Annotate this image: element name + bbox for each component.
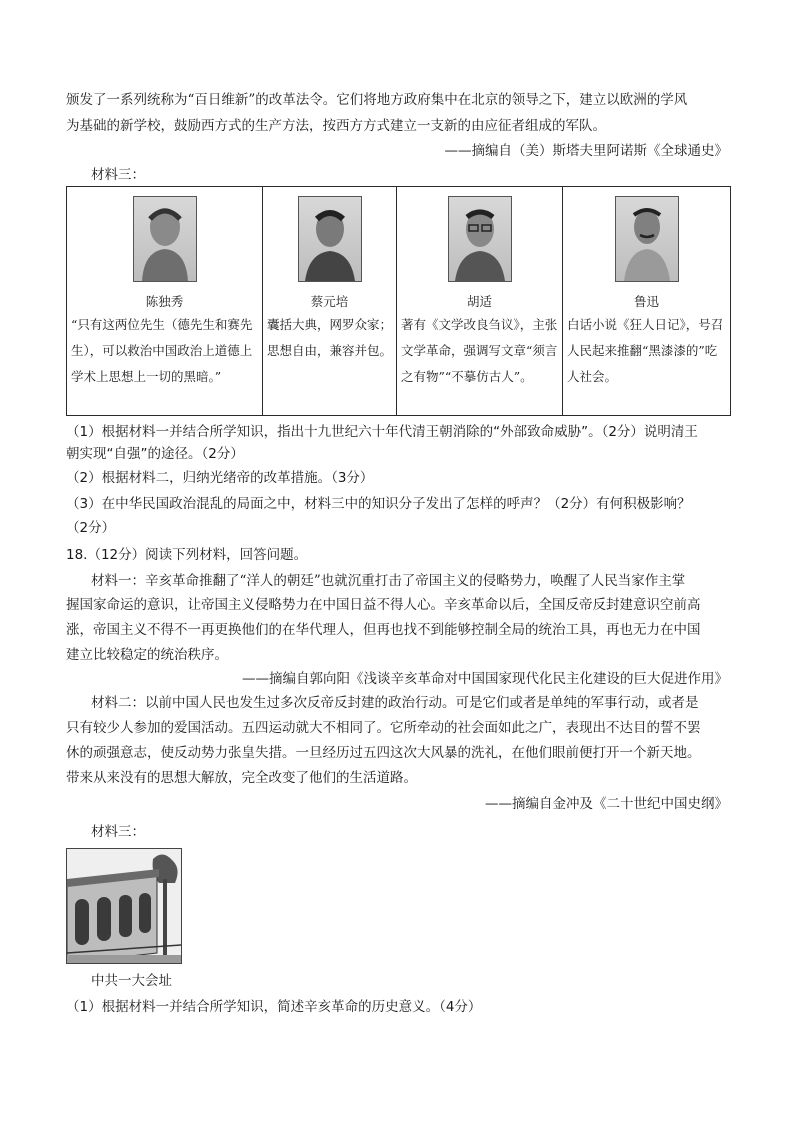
- person-name: 鲁迅: [633, 294, 659, 309]
- source-citation-1: ——摘编自（美）斯塔夫里阿诺斯《全球通史》: [444, 143, 728, 159]
- person-name: 陈独秀: [145, 294, 184, 309]
- question-17-1-line-2: 朝实现“自强”的途径。（2分）: [66, 446, 244, 462]
- q18-material-3-label: 材料三：: [91, 824, 145, 840]
- q18-material-2-line-4: 带来从来没有的思想大解放，完全改变了他们的生活道路。: [66, 770, 417, 786]
- person-description: 囊括大典，网罗众家；思想自由，兼容并包。: [267, 317, 393, 358]
- question-18-header: 18.（12分）阅读下列材料，回答问题。: [66, 547, 308, 563]
- person-description: 白话小说《狂人日记》，号召人民起来推翻“黑漆漆的”吃人社会。: [567, 317, 724, 384]
- question-18-1: （1）根据材料一并结合所学知识，简述辛亥革命的历史意义。（4分）: [66, 999, 482, 1015]
- q18-material-1-line-4: 建立比较稳定的统治秩序。: [66, 647, 228, 663]
- material-3-label: 材料三：: [91, 167, 145, 183]
- question-17-2: （2）根据材料二，归纳光绪帝的改革措施。（3分）: [66, 470, 374, 486]
- person-cell-cai-yuanpei: [263, 187, 397, 416]
- q18-material-2-line-2: 只有较少人参加的爱国活动。五四运动就大不相同了。它所牵动的社会面如此之广，表现出不达目的誓不罢: [66, 720, 701, 736]
- person-cell-chen-duxiu: [67, 187, 263, 416]
- source-citation-2: ——摘编自郭向阳《浅谈辛亥革命对中国国家现代化民主化建设的巨大促进作用》: [242, 671, 728, 687]
- portrait-photo-cai-yuanpei: [298, 196, 362, 282]
- person-cell-hu-shi: [397, 187, 563, 416]
- source-citation-3: ——摘编自金冲及《二十世纪中国史纲》: [485, 796, 728, 812]
- q18-material-2-line-3: 休的顽强意志，使反动势力张皇失措。一旦经历过五四这次大风暴的洗礼，在他们眼前便打开一个新天地。: [66, 745, 701, 761]
- person-name: 蔡元培: [310, 294, 349, 309]
- question-17-3-line-1: （3）在中华民国政治混乱的局面之中，材料三中的知识分子发出了怎样的呼声？（2分）有何积极影响？: [66, 496, 691, 512]
- portrait-photo-chen-duxiu: [133, 196, 197, 282]
- person-description: “只有这两位先生（德先生和赛先生），可以救治中国政治上道德上学术上思想上一切的黑暗。”: [71, 317, 253, 384]
- question-17-1-line-1: （1）根据材料一并结合所学知识，指出十九世纪六十年代清王朝消除的“外部致命威胁”。（2分）说明清王: [66, 424, 698, 440]
- building-photo: [66, 848, 182, 964]
- q18-material-1-line-1: 材料一：辛亥革命推翻了“洋人的朝廷”也就沉重打击了帝国主义的侵略势力，唤醒了人民当家作主掌: [91, 573, 686, 589]
- q18-material-1-line-3: 涨，帝国主义不得不一再更换他们的在华代理人，但再也找不到能够控制全局的统治工具，再也无力在中国: [66, 622, 701, 638]
- person-cell-lu-xun: [563, 187, 731, 416]
- intro-line-2: 为基础的新学校，鼓励西方式的生产方法，按西方方式建立一支新的由应征者组成的军队。: [66, 118, 606, 134]
- building-photo-caption: 中共一大会址: [91, 973, 172, 989]
- intellectuals-table: [66, 186, 731, 416]
- portrait-photo-hu-shi: [448, 196, 512, 282]
- person-description: 著有《文学改良刍议》，主张文学革命，强调写文章“须言之有物”“不摹仿古人”。: [401, 317, 558, 384]
- q18-material-2-line-1: 材料二：以前中国人民也发生过多次反帝反封建的政治行动。可是它们或者是单纯的军事行动，或者是: [91, 695, 699, 711]
- person-name: 胡适: [466, 294, 492, 309]
- portrait-photo-lu-xun: [615, 196, 679, 282]
- intro-line-1: 颁发了一系列统称为“百日维新”的改革法令。它们将地方政府集中在北京的领导之下，建立以欧洲的学风: [66, 92, 688, 108]
- question-17-3-line-2: （2分）: [66, 520, 116, 536]
- q18-material-1-line-2: 握国家命运的意识，让帝国主义侵略势力在中国日益不得人心。辛亥革命以后，全国反帝反封建意识空前高: [66, 597, 701, 613]
